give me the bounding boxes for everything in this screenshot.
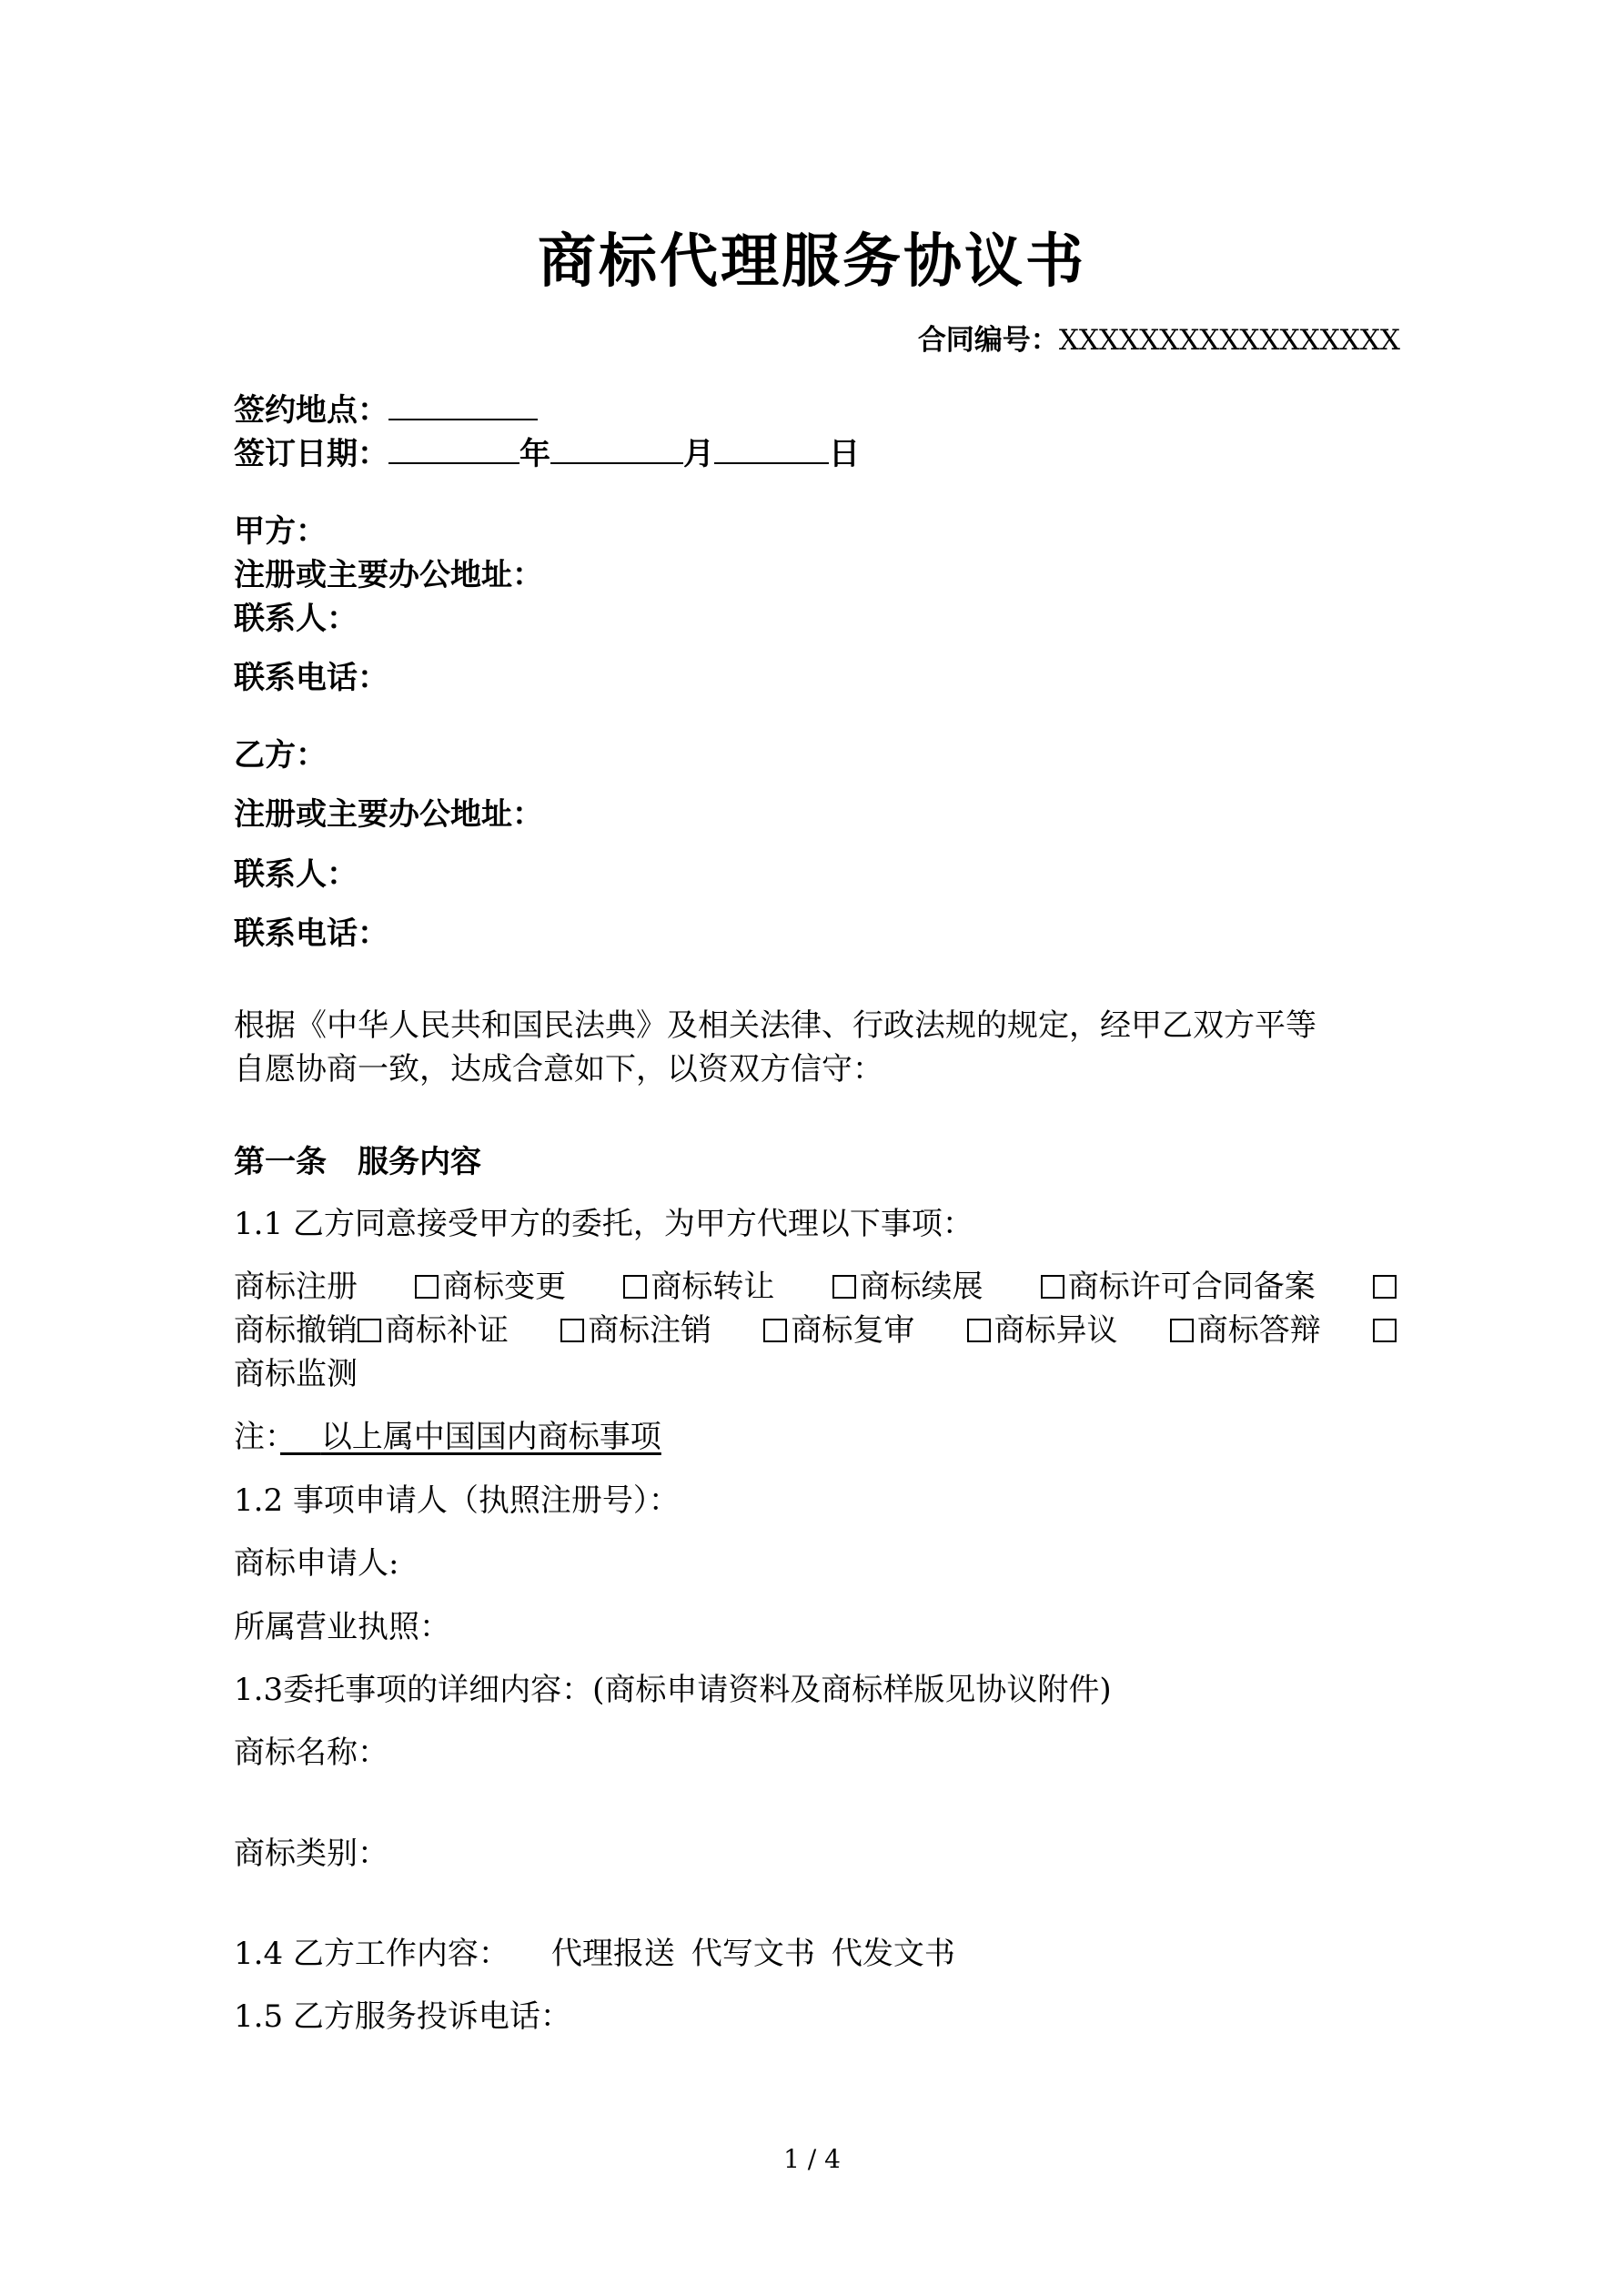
day-blank xyxy=(714,431,829,464)
service-options-line-1 xyxy=(234,1265,1400,1309)
service-options-line-2 xyxy=(234,1309,1400,1352)
party-b-contact: 联系人： xyxy=(234,856,358,893)
party-a-contact: 联系人： xyxy=(234,601,358,637)
item-1-3: 1.3委托事项的详细内容：(商标申请资料及商标样版见协议附件) xyxy=(234,1672,1112,1708)
option-trademark-registration: 商标注册 xyxy=(234,1269,358,1305)
item-1-1: 1.1 乙方同意接受甲方的委托，为甲方代理以下事项： xyxy=(234,1206,973,1242)
contract-number-value: XXXXXXXXXXXXXXXXX xyxy=(1058,324,1400,357)
party-a-phone: 联系电话： xyxy=(234,660,388,696)
article-1-heading: 第一条 服务内容 xyxy=(234,1144,481,1180)
checkbox-icon[interactable] xyxy=(1373,1275,1397,1299)
day-label: 日 xyxy=(829,436,860,472)
option-trademark-opposition: 商标异议 xyxy=(967,1309,1118,1352)
checkbox-icon[interactable] xyxy=(763,1319,787,1342)
trademark-class-label: 商标类别： xyxy=(234,1836,388,1872)
task-send: 代发文书 xyxy=(831,1936,955,1972)
contract-number-label: 合同编号： xyxy=(917,324,1059,357)
checkbox-icon[interactable] xyxy=(832,1275,856,1299)
option-next-2 xyxy=(1373,1309,1400,1352)
checkbox-icon[interactable] xyxy=(560,1319,584,1342)
option-trademark-defense: 商标答辩 xyxy=(1170,1309,1321,1352)
checkbox-icon[interactable] xyxy=(1041,1275,1064,1299)
party-b-label: 乙方： xyxy=(234,737,327,774)
month-blank xyxy=(550,431,683,464)
checkbox-icon[interactable] xyxy=(1170,1319,1194,1342)
sign-date-line xyxy=(234,431,860,476)
license-label: 所属营业执照： xyxy=(234,1609,450,1645)
party-a-label: 甲方： xyxy=(234,513,327,550)
preamble-line-2: 自愿协商一致，达成合意如下，以资双方信守： xyxy=(234,1051,883,1087)
task-report: 代理报送 xyxy=(550,1936,675,1972)
sign-place-blank xyxy=(388,388,538,420)
document-title: 商标代理服务协议书 xyxy=(538,228,1086,296)
option-trademark-monitoring: 商标监测 xyxy=(234,1356,358,1392)
option-trademark-cancellation: 商标注销 xyxy=(560,1309,711,1352)
checkbox-icon[interactable] xyxy=(1373,1319,1397,1342)
sign-place-line xyxy=(234,388,538,432)
option-license-filing: 商标许可合同备案 xyxy=(1041,1265,1316,1309)
applicant-label: 商标申请人: xyxy=(234,1545,399,1582)
preamble-line-1: 根据《中华人民共和国民法典》及相关法律、行政法规的规定，经甲乙双方平等 xyxy=(234,1007,1316,1044)
party-b-address: 注册或主要办公地址： xyxy=(234,796,543,833)
sign-place-label: 签约地点： xyxy=(234,392,388,429)
option-trademark-revocation: 商标撤销 商标补证 xyxy=(234,1312,509,1349)
trademark-name-label: 商标名称： xyxy=(234,1735,388,1771)
note-label: 注： xyxy=(234,1419,280,1455)
month-label: 月 xyxy=(683,436,714,472)
checkbox-icon[interactable] xyxy=(967,1319,991,1342)
item-1-4 xyxy=(234,1932,955,1976)
checkbox-icon[interactable] xyxy=(415,1275,439,1299)
option-trademark-transfer: 商标转让 xyxy=(623,1265,774,1309)
option-trademark-renewal: 商标续展 xyxy=(832,1265,983,1309)
checkbox-icon[interactable] xyxy=(358,1319,381,1342)
note-text: 以上属中国国内商标事项 xyxy=(320,1419,661,1455)
option-trademark-change: 商标变更 xyxy=(415,1265,566,1309)
note-line xyxy=(234,1415,661,1459)
party-a-address: 注册或主要办公地址： xyxy=(234,557,543,593)
year-label: 年 xyxy=(519,436,550,472)
year-blank xyxy=(388,431,519,464)
sign-date-label: 签订日期： xyxy=(234,436,388,472)
page-number: 1 / 4 xyxy=(783,2144,841,2174)
item-1-4-label: 1.4 乙方工作内容： xyxy=(234,1936,509,1972)
item-1-2: 1.2 事项申请人（执照注册号）： xyxy=(234,1482,680,1519)
task-draft: 代写文书 xyxy=(691,1936,815,1972)
option-next xyxy=(1373,1265,1400,1309)
contract-number xyxy=(918,317,1400,358)
option-trademark-review: 商标复审 xyxy=(763,1309,914,1352)
item-1-5: 1.5 乙方服务投诉电话： xyxy=(234,1998,571,2035)
party-b-phone: 联系电话： xyxy=(234,915,388,952)
checkbox-icon[interactable] xyxy=(623,1275,647,1299)
